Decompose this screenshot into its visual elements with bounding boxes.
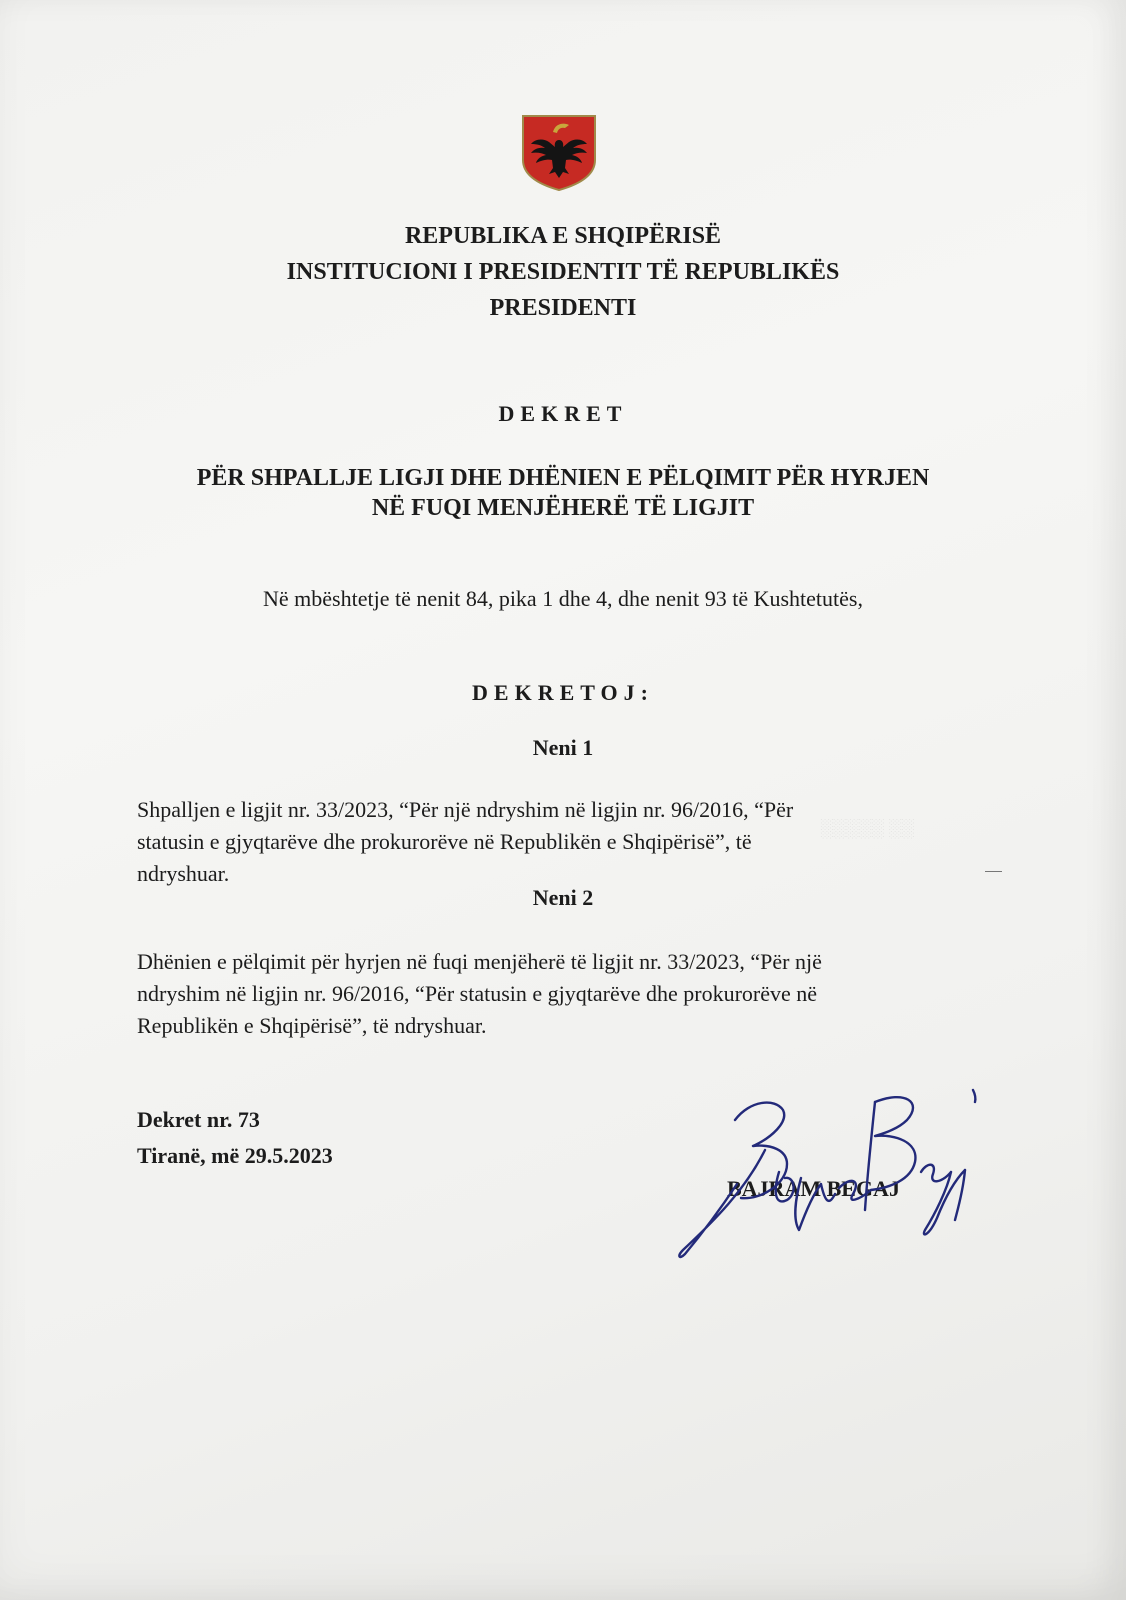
decree-number: Dekret nr. 73 bbox=[137, 1107, 260, 1132]
article-1-line: ndryshuar. bbox=[137, 861, 230, 886]
article-1-line: statusin e gjyqtarëve dhe prokurorëve në Republikën e Shqipërisë”, të bbox=[137, 829, 752, 854]
header-president: PRESIDENTI bbox=[489, 295, 637, 321]
article-2-line: Republikën e Shqipërisë”, të ndryshuar. bbox=[137, 1013, 487, 1038]
legal-basis: Në mbështetje të nenit 84, pika 1 dhe 4, dhe nenit 93 të Kushtetutës, bbox=[263, 586, 863, 611]
article-1-title: Neni 1 bbox=[532, 735, 594, 760]
header-institution: INSTITUCIONI I PRESIDENTIT TË REPUBLIKËS bbox=[286, 259, 840, 285]
margin-mark bbox=[985, 871, 1002, 872]
doc-type-title: DEKRET bbox=[498, 401, 628, 426]
place-date: Tiranë, më 29.5.2023 bbox=[137, 1143, 333, 1168]
subject-line-1: PËR SHPALLJE LIGJI DHE DHËNIEN E PËLQIMIT PËR HYRJEN bbox=[196, 465, 930, 491]
article-1-line: Shpalljen e ligjit nr. 33/2023, “Për një ndryshim në ligjin nr. 96/2016, “Për bbox=[137, 797, 794, 822]
article-1-text bbox=[137, 794, 987, 890]
header-republic: REPUBLIKA E SHQIPËRISË bbox=[404, 223, 722, 249]
handwritten-signature-icon bbox=[675, 1080, 1005, 1270]
subject-line-2: NË FUQI MENJËHERË TË LIGJIT bbox=[371, 495, 755, 521]
bleed-through-text: ░░░░░ ░░ bbox=[820, 818, 914, 838]
coat-of-arms-icon bbox=[519, 114, 599, 192]
article-2-line: ndryshim në ligjin nr. 96/2016, “Për statusin e gjyqtarëve dhe prokurorëve në bbox=[137, 981, 818, 1006]
article-2-text bbox=[137, 946, 987, 1042]
decree-heading: DEKRETOJ: bbox=[472, 680, 654, 705]
article-2-title: Neni 2 bbox=[532, 885, 594, 910]
signer-name: BAJRAM BEGAJ bbox=[727, 1176, 900, 1201]
article-2-line: Dhënien e pëlqimit për hyrjen në fuqi menjëherë të ligjit nr. 33/2023, “Për një bbox=[137, 949, 822, 974]
